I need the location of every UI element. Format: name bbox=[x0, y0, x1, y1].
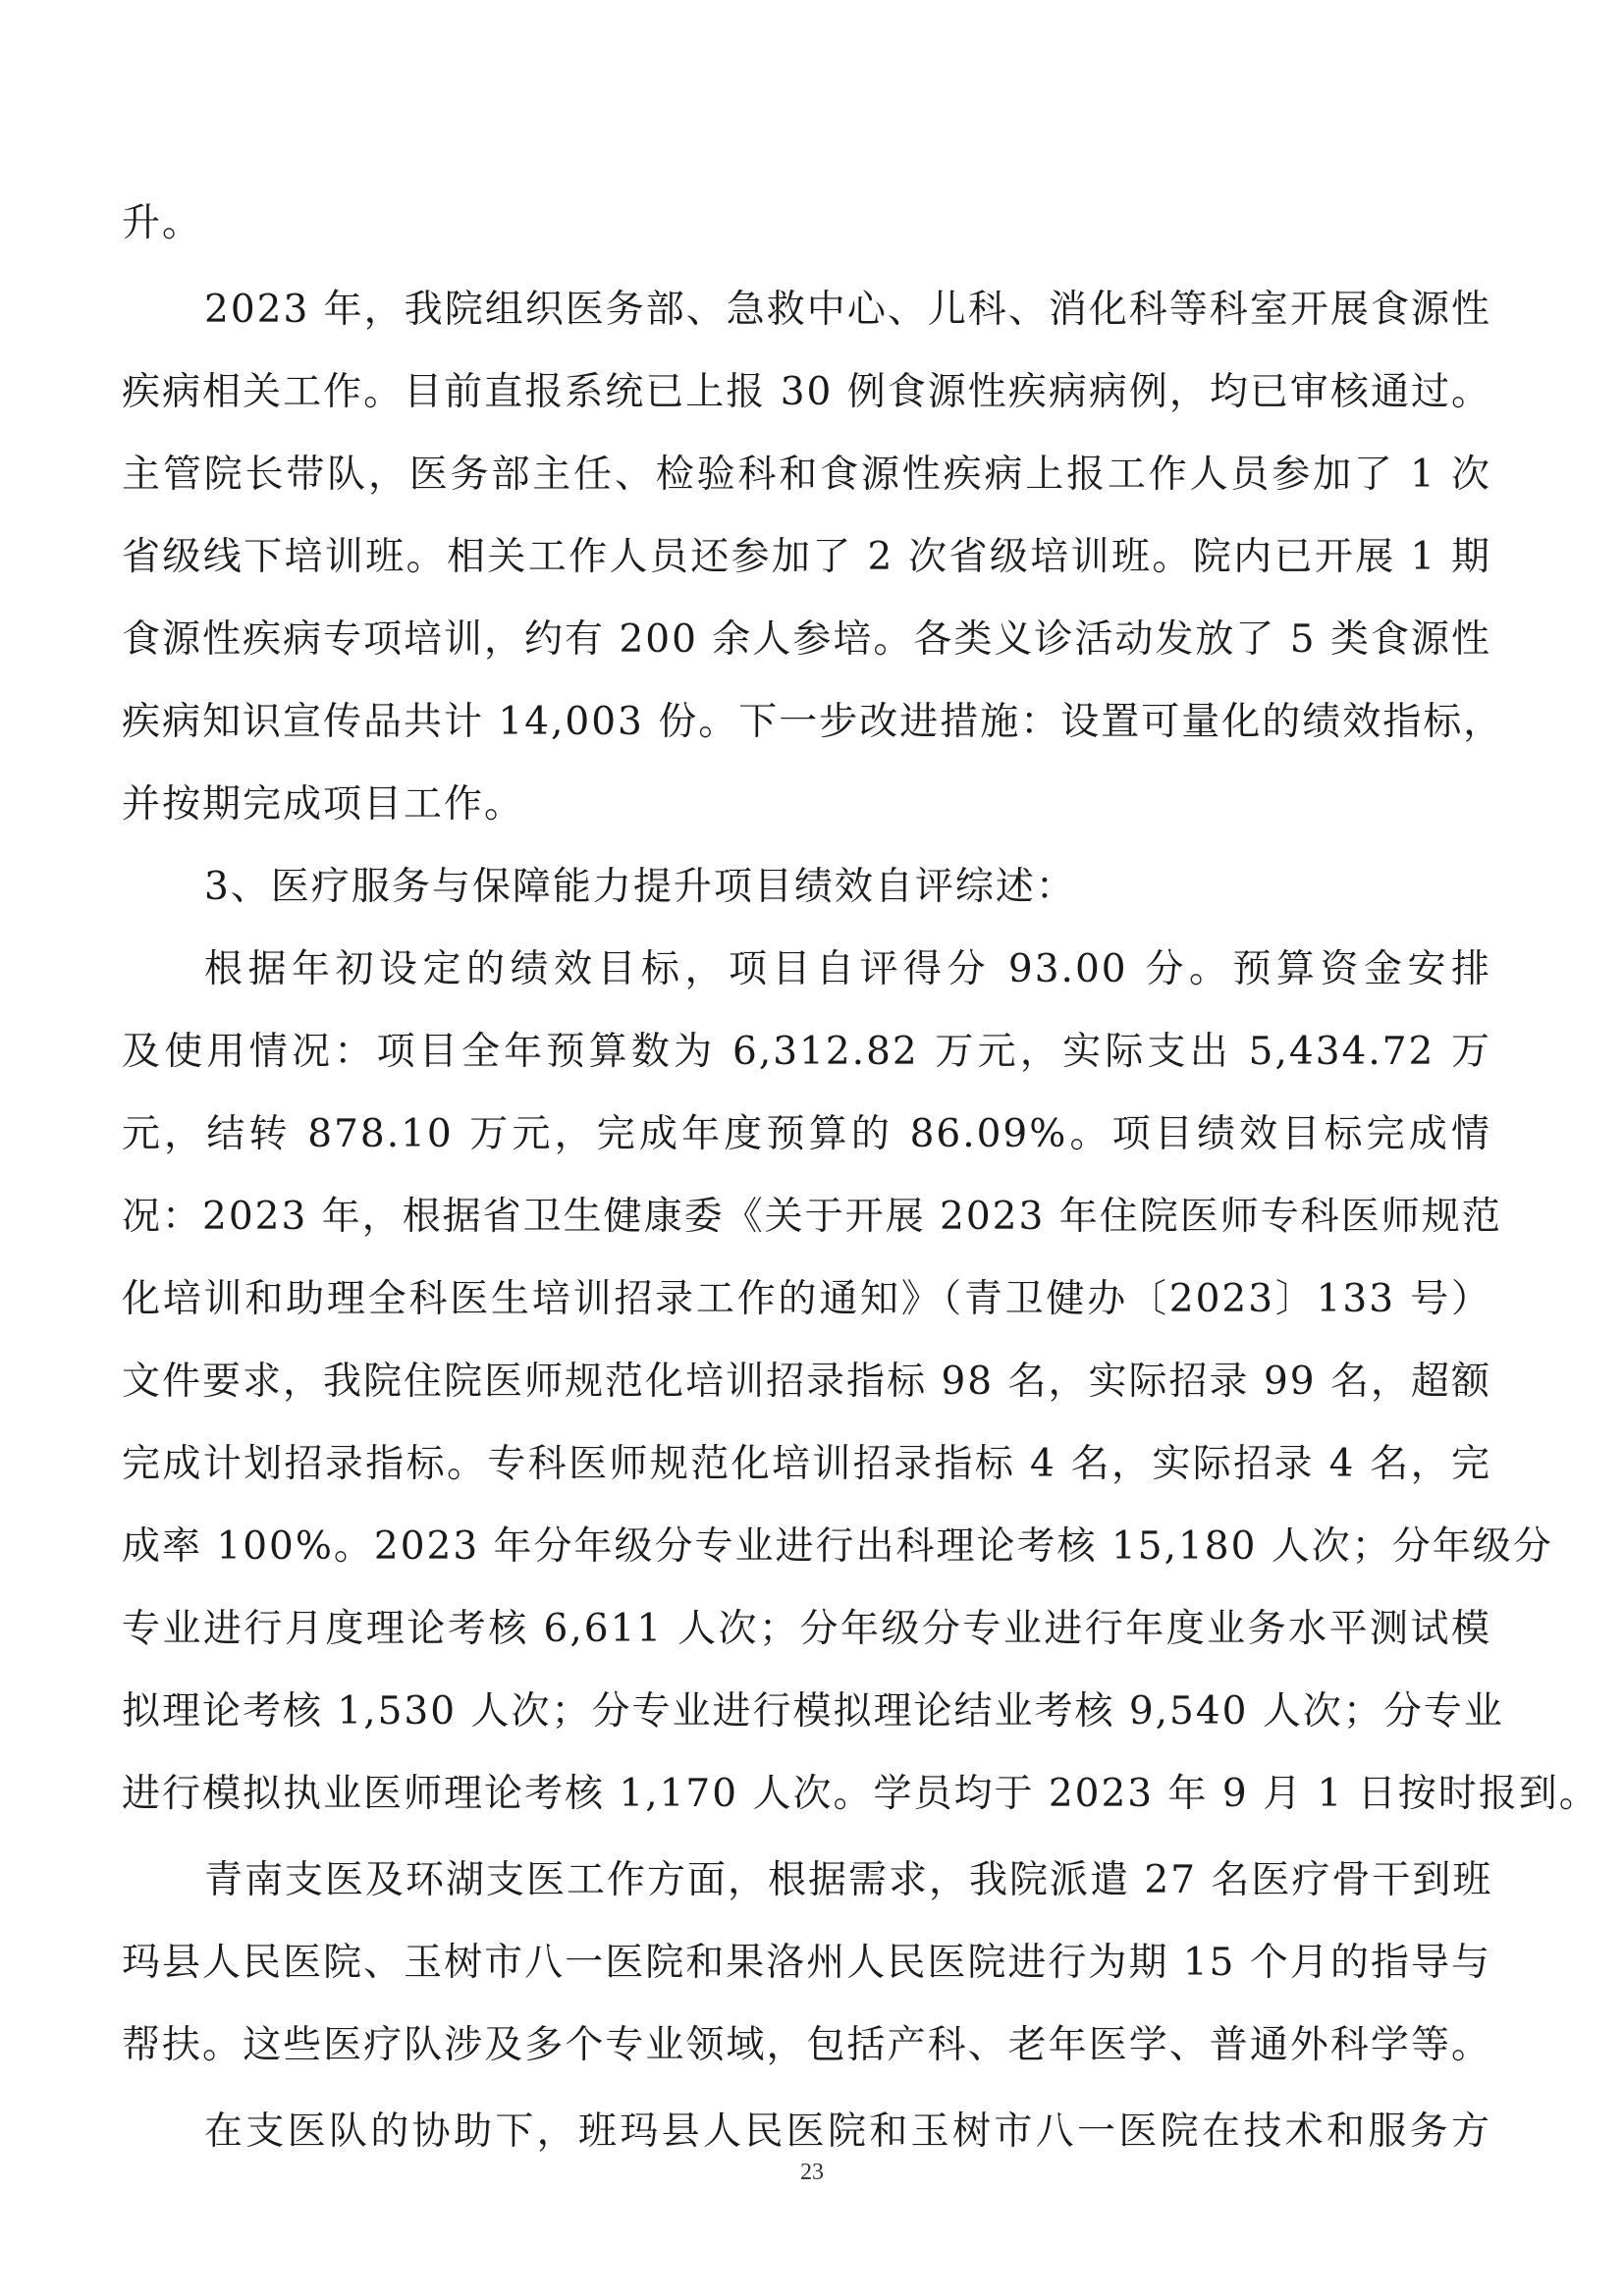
text-line: 并按期完成项目工作。 bbox=[122, 782, 525, 827]
text-line: 2023 年，我院组织医务部、急救中心、儿科、消化科等科室开展食源性 bbox=[204, 288, 1491, 332]
text-line: 成率 100%。2023 年分年级分专业进行出科理论考核 15,180 人次；分年级分 bbox=[122, 1524, 1553, 1569]
text-line: 玛县人民医院、玉树市八一医院和果洛州人民医院进行为期 15 个月的指导与 bbox=[122, 1941, 1491, 1985]
section-heading: 3、医疗服务与保障能力提升项目绩效自评综述： bbox=[204, 865, 1076, 909]
text-line: 化培训和助理全科医生培训招录工作的通知》（青卫健办〔2023〕133 号） bbox=[122, 1277, 1491, 1321]
text-line: 食源性疾病专项培训，约有 200 余人参培。各类义诊活动发放了 5 类食源性 bbox=[122, 617, 1491, 662]
text-line: 疾病相关工作。目前直报系统已上报 30 例食源性疾病病例，均已审核通过。 bbox=[122, 370, 1491, 414]
text-line: 疾病知识宣传品共计 14,003 份。下一步改进措施：设置可量化的绩效指标， bbox=[122, 700, 1504, 744]
text-line: 元，结转 878.10 万元，完成年度预算的 86.09%。项目绩效目标完成情 bbox=[122, 1112, 1491, 1156]
text-line: 帮扶。这些医疗队涉及多个专业领域，包括产科、老年医学、普通外科学等。 bbox=[122, 2023, 1491, 2067]
page-number: 23 bbox=[800, 2160, 824, 2185]
text-line: 完成计划招录指标。专科医师规范化培训招录指标 4 名，实际招录 4 名，完 bbox=[122, 1442, 1491, 1486]
text-line: 拟理论考核 1,530 人次；分专业进行模拟理论结业考核 9,540 人次；分专业 bbox=[122, 1689, 1504, 1734]
text-line: 文件要求，我院住院医师规范化培训招录指标 98 名，实际招录 99 名，超额 bbox=[122, 1360, 1491, 1404]
text-line: 省级线下培训班。相关工作人员还参加了 2 次省级培训班。院内已开展 1 期 bbox=[122, 535, 1491, 579]
text-line: 升。 bbox=[122, 201, 203, 245]
text-line: 及使用情况：项目全年预算数为 6,312.82 万元，实际支出 5,434.72 万 bbox=[122, 1030, 1491, 1074]
text-line: 青南支医及环湖支医工作方面，根据需求，我院派遣 27 名医疗骨干到班 bbox=[204, 1858, 1493, 1902]
text-line: 进行模拟执业医师理论考核 1,170 人次。学员均于 2023 年 9 月 1 日按时报到。 bbox=[122, 1772, 1599, 1816]
text-line: 专业进行月度理论考核 6,611 人次；分年级分专业进行年度业务水平测试模 bbox=[122, 1607, 1491, 1651]
text-line: 况：2023 年，根据省卫生健康委《关于开展 2023 年住院医师专科医师规范 bbox=[122, 1195, 1502, 1239]
text-line: 根据年初设定的绩效目标，项目自评得分 93.00 分。预算资金安排 bbox=[204, 947, 1491, 991]
text-line: 在支医队的协助下，班玛县人民医院和玉树市八一医院在技术和服务方 bbox=[204, 2109, 1491, 2154]
text-line: 主管院长带队，医务部主任、检验科和食源性疾病上报工作人员参加了 1 次 bbox=[122, 453, 1491, 497]
